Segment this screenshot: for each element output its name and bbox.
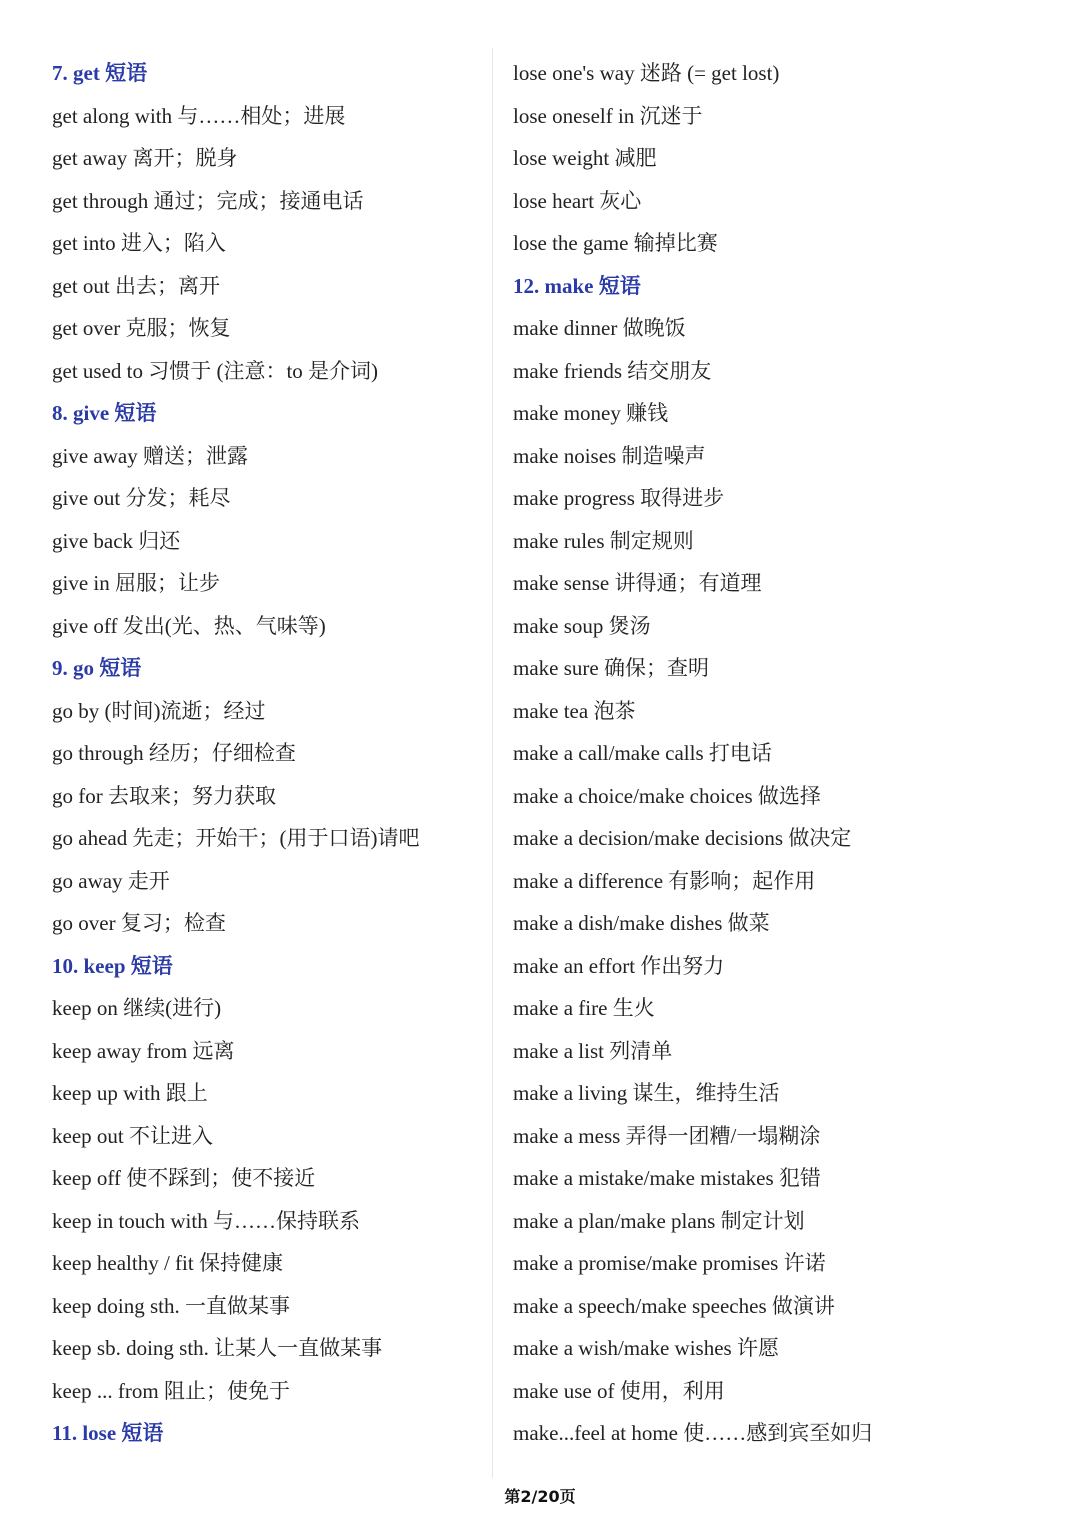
phrase-entry: give away 赠送；泄露 xyxy=(52,443,248,468)
right-column xyxy=(513,52,1053,1455)
phrase-entry: get over 克服；恢复 xyxy=(52,316,231,340)
phrase-entry: make progress 取得进步 xyxy=(513,486,725,510)
phrase-entry: keep on 继续(进行) xyxy=(52,996,222,1020)
left-column xyxy=(52,52,482,1455)
phrase-entry: keep off 使不踩到；使不接近 xyxy=(52,1166,316,1190)
phrase-entry: get used to 习惯于 (注意：to 是介词) xyxy=(52,358,379,383)
section-heading: 9. go 短语 xyxy=(52,656,142,680)
phrase-entry: lose one's way 迷路 (= get lost) xyxy=(513,61,780,85)
phrase-entry: give out 分发；耗尽 xyxy=(52,486,231,510)
phrase-entry: make...feel at home 使……感到宾至如归 xyxy=(513,1421,873,1445)
phrase-entry: make a plan/make plans 制定计划 xyxy=(513,1208,805,1233)
phrase-entry: go for 去取来；努力获取 xyxy=(52,783,276,808)
phrase-entry: make sense 讲得通；有道理 xyxy=(513,571,762,595)
phrase-entry: make sure 确保；查明 xyxy=(513,656,709,680)
phrase-entry: make a dish/make dishes 做菜 xyxy=(513,911,770,935)
phrase-entry: make a mess 弄得一团糟/一塌糊涂 xyxy=(513,1123,821,1148)
phrase-entry: make a difference 有影响；起作用 xyxy=(513,868,816,893)
phrase-entry: make a speech/make speeches 做演讲 xyxy=(513,1293,835,1318)
phrase-entry: keep doing sth. 一直做某事 xyxy=(52,1293,290,1318)
phrase-entry: get along with 与……相处；进展 xyxy=(52,103,346,128)
phrase-entry: lose oneself in 沉迷于 xyxy=(513,103,703,128)
section-heading: 10. keep 短语 xyxy=(52,953,173,978)
phrase-entry: keep away from 远离 xyxy=(52,1038,235,1063)
phrase-entry: get out 出去；离开 xyxy=(52,273,220,298)
phrase-entry: give off 发出(光、热、气味等) xyxy=(52,613,326,638)
phrase-entry: make tea 泡茶 xyxy=(513,698,636,723)
phrase-entry: make soup 煲汤 xyxy=(513,613,651,638)
phrase-entry: get into 进入；陷入 xyxy=(52,231,226,255)
phrase-entry: make a fire 生火 xyxy=(513,996,655,1020)
phrase-entry: make dinner 做晚饭 xyxy=(513,316,686,340)
phrase-entry: make rules 制定规则 xyxy=(513,528,694,553)
phrase-entry: keep in touch with 与……保持联系 xyxy=(52,1208,360,1233)
phrase-entry: lose heart 灰心 xyxy=(513,188,642,213)
phrase-entry: keep sb. doing sth. 让某人一直做某事 xyxy=(52,1336,383,1360)
phrase-entry: keep ... from 阻止；使免于 xyxy=(52,1378,290,1403)
phrase-entry: go over 复习；检查 xyxy=(52,911,226,935)
phrase-entry: give back 归还 xyxy=(52,528,181,553)
phrase-entry: make a living 谋生，维持生活 xyxy=(513,1081,780,1105)
phrase-entry: make money 赚钱 xyxy=(513,401,669,425)
phrase-entry: go away 走开 xyxy=(52,868,170,893)
phrase-entry: make an effort 作出努力 xyxy=(513,953,725,978)
phrase-entry: go ahead 先走；开始干；(用于口语)请吧 xyxy=(52,826,420,850)
phrase-entry: keep out 不让进入 xyxy=(52,1123,213,1148)
phrase-entry: go through 经历；仔细检查 xyxy=(52,741,296,765)
phrase-entry: make a choice/make choices 做选择 xyxy=(513,783,821,808)
phrase-entry: make a call/make calls 打电话 xyxy=(513,741,772,765)
phrase-entry: get through 通过；完成；接通电话 xyxy=(52,188,364,213)
phrase-entry: keep up with 跟上 xyxy=(52,1081,208,1105)
section-heading: 7. get 短语 xyxy=(52,61,148,85)
phrase-entry: keep healthy / fit 保持健康 xyxy=(52,1251,283,1275)
section-heading: 12. make 短语 xyxy=(513,273,641,298)
phrase-entry: make use of 使用，利用 xyxy=(513,1378,725,1403)
phrase-entry: make a wish/make wishes 许愿 xyxy=(513,1336,779,1360)
section-heading: 8. give 短语 xyxy=(52,401,157,425)
phrase-entry: make a list 列清单 xyxy=(513,1038,673,1063)
phrase-entry: give in 屈服；让步 xyxy=(52,571,220,595)
section-heading: 11. lose 短语 xyxy=(52,1421,164,1445)
phrase-entry: lose the game 输掉比赛 xyxy=(513,231,718,255)
phrase-entry: make a mistake/make mistakes 犯错 xyxy=(513,1166,821,1190)
phrase-entry: get away 离开；脱身 xyxy=(52,146,238,170)
column-divider xyxy=(492,48,493,1478)
phrase-entry: make noises 制造噪声 xyxy=(513,443,706,468)
phrase-entry: make friends 结交朋友 xyxy=(513,358,712,383)
phrase-entry: go by (时间)流逝；经过 xyxy=(52,698,266,723)
phrase-entry: lose weight 减肥 xyxy=(513,146,657,170)
phrase-entry: make a promise/make promises 许诺 xyxy=(513,1251,826,1275)
page-number: 第2/20页 xyxy=(504,1487,576,1506)
phrase-entry: make a decision/make decisions 做决定 xyxy=(513,826,852,850)
